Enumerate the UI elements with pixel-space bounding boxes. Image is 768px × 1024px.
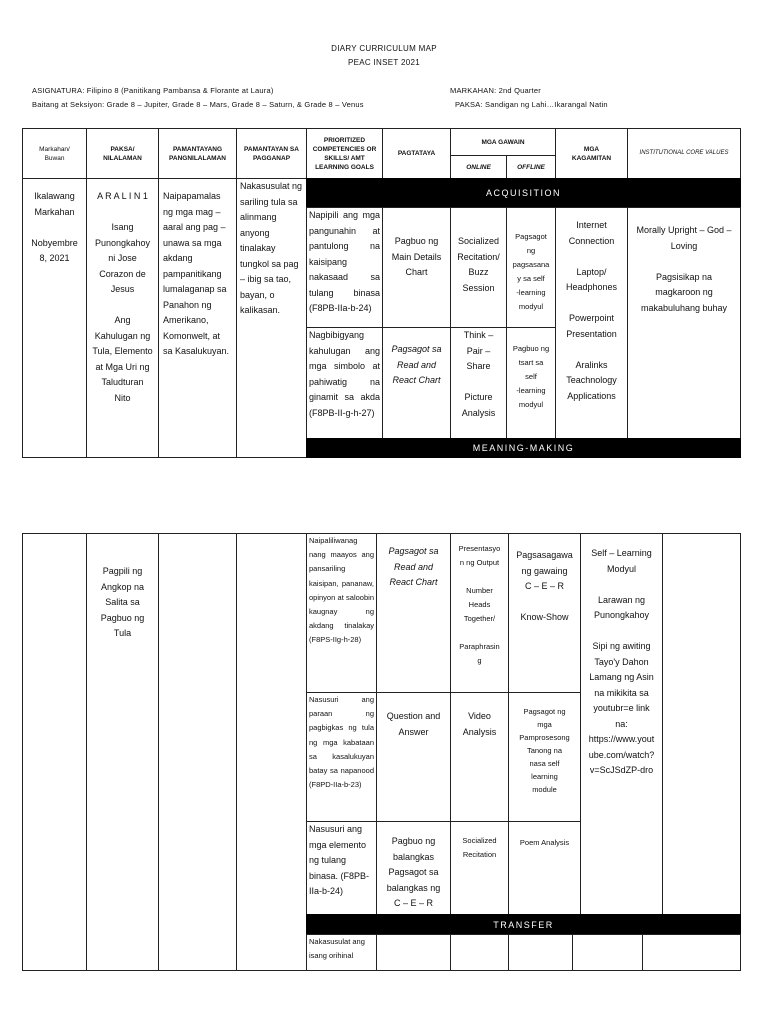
competency-cell-2: Nagbibigyang kahulugan ang mga simbolo at pahiwatig na ginamit sa akda (F8PB-II-g-h-27): [306, 327, 383, 439]
online-cell-2: Think – Pair – Share Picture Analysis: [450, 327, 507, 439]
document-title: DIARY CURRICULUM MAP: [331, 44, 437, 53]
baitang-text: Baitang at Seksiyon: Grade 8 – Jupiter, Grade 8 – Mars, Grade 8 – Saturn, & Grade 8 – Venus: [32, 100, 364, 109]
transfer-bar: TRANSFER: [306, 914, 741, 935]
competency-cell-3: Naipaliliwanag nang maayos ang pansariling kaisipan, pananaw, opinyon at saloobin kaugnay ng akdang tinalakay (F8PS-IIg-h-28): [306, 533, 377, 693]
header-online: ONLINE: [450, 155, 507, 179]
competency-cell-1: Napipili ang mga pangunahin at pantulong na kaisipang nakasaad sa tulang binasa (F8PB-IIa-b-24): [306, 207, 383, 328]
asignatura-text: ASIGNATURA: Filipino 8 (Panitikang Pambansa & Florante at Laura): [32, 86, 274, 95]
pamantayan-pagganap-cell: Nakasusulat ng sariling tula sa alinmang anyong tinalakay tungkol sa pag – ibig sa tao, bayan, o kalikasan.: [236, 178, 307, 458]
online-cell-1: Socialized Recitation/ Buzz Session: [450, 207, 507, 328]
pamantayang-pangnilalaman-cell: Naipapamalas ng mga mag – aaral ang pag – unawa sa mga akdang pampanitikang lumalaganap sa Panahon ng Amerikano, Komonwelt, at sa Kasalukuyan.: [158, 178, 237, 458]
paksa-cell-2: Pagpili ng Angkop na Salita sa Pagbuo ng Tula: [86, 533, 159, 971]
paksa-cell: A R A L I N 1 Isang Punongkahoy ni Jose Corazon de Jesus Ang Kahulugan ng Tula, Elemento at Mga Uri ng Taludturan Nito: [86, 178, 159, 458]
pagtataya-cell-5: Pagbuo ng balangkas Pagsagot sa balangkas ng C – E – R: [376, 821, 451, 915]
header-pamantayan-pagganap: PAMANTAYAN SA PAGGANAP: [236, 128, 307, 179]
offline-cell-5: Poem Analysis: [508, 821, 581, 915]
header-kagamitan: MGA KAGAMITAN: [555, 128, 628, 179]
kagamitan-cell: Internet Connection Laptop/ Headphones Powerpoint Presentation Aralinks Teachnology Applications: [555, 207, 628, 439]
pagtataya-cell-1: Pagbuo ng Main Details Chart: [382, 207, 451, 328]
header-pagtataya: PAGTATAYA: [382, 128, 451, 179]
header-mga-gawain: MGA GAWAIN: [450, 128, 556, 156]
competency-cell-6: Nakasusulat ang isang orihinal: [306, 934, 377, 971]
paksa-text: PAKSA: Sandigan ng Lahi…Ikarangal Natin: [455, 100, 608, 109]
offline-cell-2: Pagbuo ng tsart sa self -learning modyul: [506, 327, 556, 439]
header-markahan: Markahan/ Buwan: [22, 128, 87, 179]
pangnilalaman-cell-2: [158, 533, 237, 971]
pagganap-cell-2: [236, 533, 307, 971]
header-prioritized-competencies: PRIORITIZED COMPETENCIES OR SKILLS/ AMT LEARNING GOALS: [306, 128, 383, 179]
offline-cell-3: Pagsasagawa ng gawaing C – E – R Know-Show: [508, 533, 581, 693]
kagamitan-cell-3: [572, 934, 643, 971]
core-values-cell: Morally Upright – God – Loving Pagsisikap na magkaroon ng makabuluhang buhay: [627, 207, 741, 439]
online-cell-4: Video Analysis: [450, 692, 509, 822]
competency-cell-4: Nasusuri ang paraan ng pagbigkas ng tula ng mga kabataan sa kasalukuyan batay sa napanood (F8PD-IIa-b-23): [306, 692, 377, 822]
offline-cell-4: Pagsagot ng mga Pamprosesong Tanong na nasa self learning module: [508, 692, 581, 822]
online-cell-6: [450, 934, 509, 971]
pagtataya-cell-6: [376, 934, 451, 971]
pagtataya-cell-3: Pagsagot sa Read and React Chart: [376, 533, 451, 693]
pagtataya-cell-2: Pagsagot sa Read and React Chart: [382, 327, 451, 439]
pagtataya-cell-4: Question and Answer: [376, 692, 451, 822]
acquisition-bar: ACQUISITION: [306, 178, 741, 208]
document-subtitle: PEAC INSET 2021: [348, 58, 420, 67]
kagamitan-cell-2: Self – Learning Modyul Larawan ng Punongkahoy Sipi ng awiting Tayo'y Dahon Lamang ng Asin na mikikita sa youtubr=e link na: https://www.yout ube.com/watch? v=ScJSdZP-dro: [580, 533, 663, 915]
markahan-text: MARKAHAN: 2nd Quarter: [450, 86, 541, 95]
header-paksa: PAKSA/ NILALAMAN: [86, 128, 159, 179]
offline-cell-1: Pagsagot ng pagsasana y sa self -learning modyul: [506, 207, 556, 328]
core-values-cell-2: [662, 533, 741, 915]
header-core-values: INSTITUTIONAL CORE VALUES: [627, 128, 741, 179]
online-cell-5: Socialized Recitation: [450, 821, 509, 915]
markahan-cell: Ikalawang Markahan Nobyembre 8, 2021: [22, 178, 87, 458]
online-cell-3: Presentasyo n ng Output Number Heads Together/ Paraphrasin g: [450, 533, 509, 693]
header-pamantayang-pangnilalaman: PAMANTAYANG PANGNILALAMAN: [158, 128, 237, 179]
header-offline: OFFLINE: [506, 155, 556, 179]
markahan-cell-2: [22, 533, 87, 971]
core-values-cell-3: [642, 934, 741, 971]
meaning-making-bar: MEANING-MAKING: [306, 438, 741, 458]
competency-cell-5: Nasusuri ang mga elemento ng tulang binasa. (F8PB-IIa-b-24): [306, 821, 377, 915]
offline-cell-6: [508, 934, 573, 971]
